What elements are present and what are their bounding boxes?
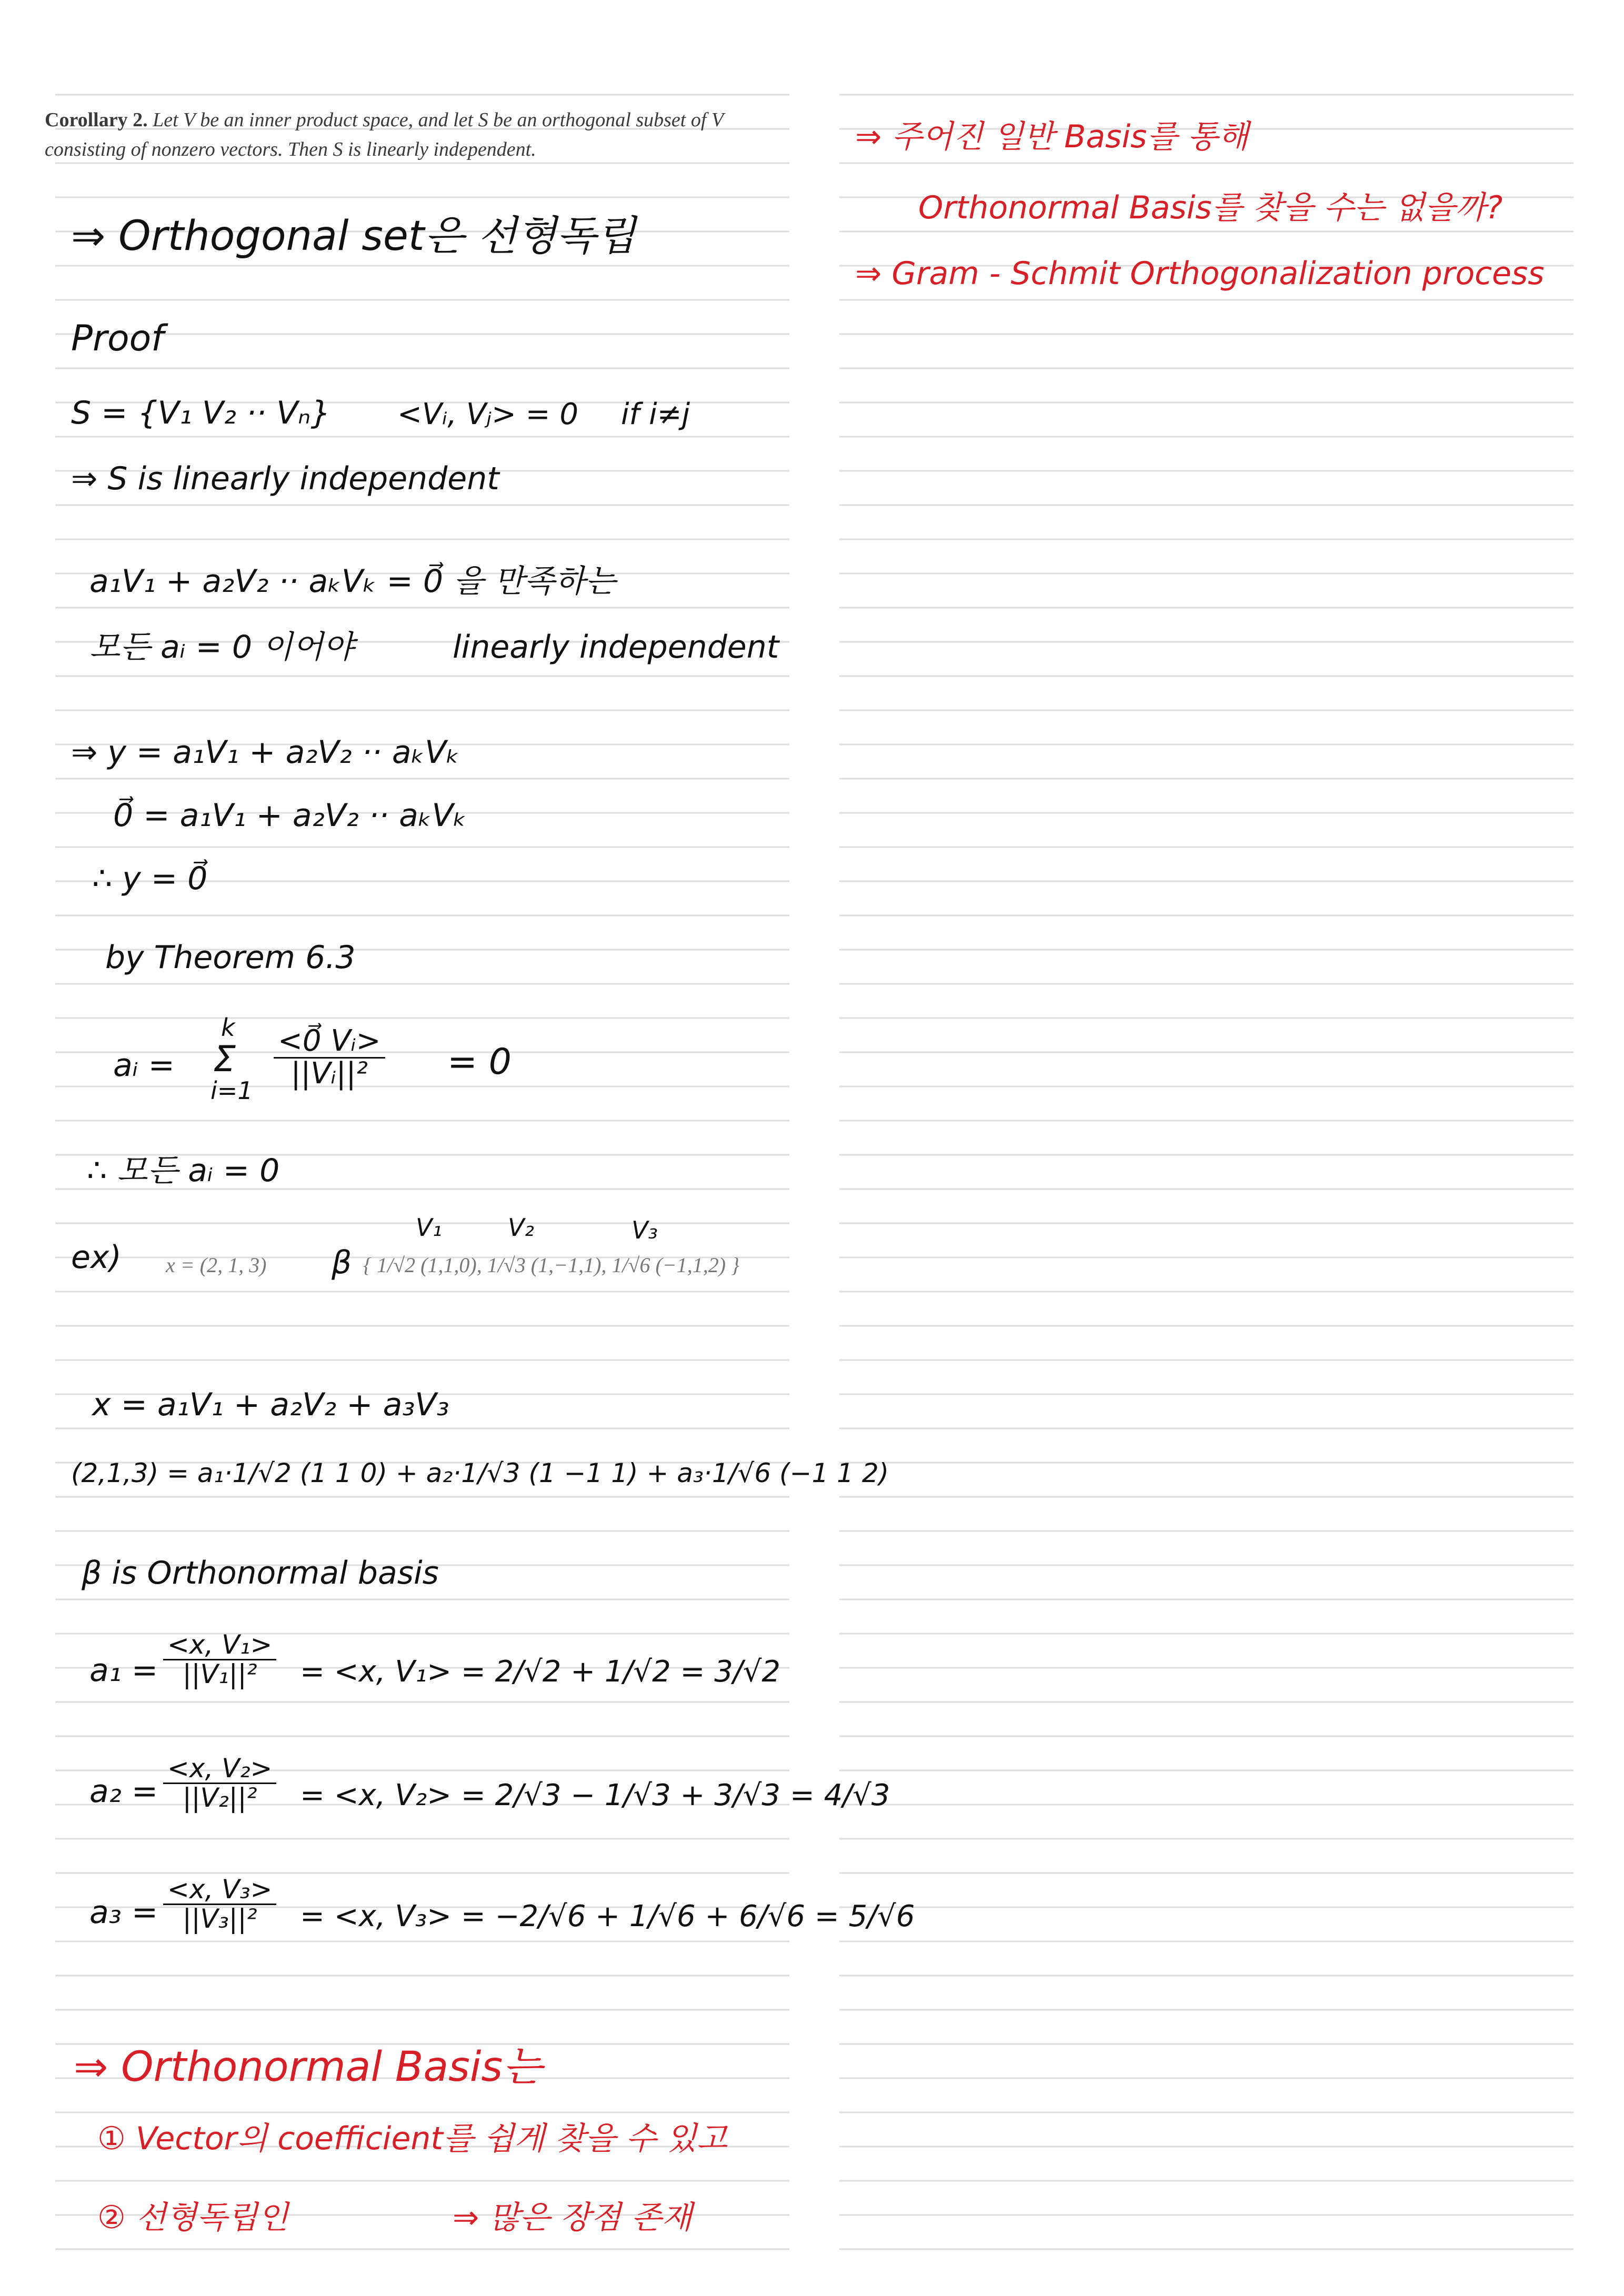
if-condition: if i≠j xyxy=(621,397,690,431)
sum-lower: i=1 xyxy=(210,1076,253,1105)
summary-point-2: ② 선형독립인 xyxy=(97,2199,288,2236)
example-label: ex) xyxy=(71,1239,122,1276)
beta-symbol: β xyxy=(332,1244,352,1281)
set-definition: S = {V₁ V₂ ·· Vₙ} xyxy=(71,395,331,431)
all-coefficients-zero: 모든 aᵢ = 0 이어야 xyxy=(89,629,354,666)
v2-label: V₂ xyxy=(508,1213,534,1242)
a1-frac xyxy=(163,1631,276,1688)
a1-rhs: = <x, V₁> = 2/√2 + 1/√2 = 3/√2 xyxy=(300,1655,781,1689)
sum-symbol: Σ xyxy=(213,1039,236,1080)
a3-rhs: = <x, V₃> = −2/√6 + 1/√6 + 6/√6 = 5/√6 xyxy=(300,1899,915,1934)
a3-frac xyxy=(163,1876,276,1932)
therefore-y-zero: ∴ y = 0⃗ xyxy=(92,860,208,897)
example-vector-x: x = (2, 1, 3) xyxy=(166,1253,267,1277)
v3-label: V₃ xyxy=(631,1216,658,1244)
a2-frac xyxy=(163,1755,276,1811)
ai-rhs: = 0 xyxy=(447,1041,512,1083)
expansion: (2,1,3) = a₁·1/√2 (1 1 0) + a₂·1/√3 (1 −1 1) + a₃·1/√6 (−1 1 2) xyxy=(71,1458,889,1488)
example-basis: { 1/√2 (1,1,0), 1/√3 (1,−1,1), 1/√6 (−1,1,2) } xyxy=(363,1253,740,1277)
linear-combination: a₁V₁ + a₂V₂ ·· aₖVₖ = 0⃗ 을 만족하는 xyxy=(89,563,616,600)
note-orthogonal-independent: ⇒ Orthogonal set은 선형독립 xyxy=(71,213,636,260)
ai-frac-num xyxy=(274,1026,385,1090)
by-theorem: by Theorem 6.3 xyxy=(105,939,356,976)
ai-lhs: aᵢ = xyxy=(113,1047,175,1084)
right-column xyxy=(839,0,1576,2296)
linearly-independent-note: linearly independent xyxy=(453,629,779,666)
summary-advantages: ⇒ 많은 장점 존재 xyxy=(453,2199,693,2236)
a2-numerator: <x, V₂> xyxy=(163,1755,276,1784)
s-linearly-independent: ⇒ S is linearly independent xyxy=(71,460,499,497)
right-note-3: ⇒ Gram - Schmit Orthogonalization process xyxy=(855,255,1545,292)
sum-upper: k xyxy=(221,1013,235,1042)
corollary-label: Corollary 2. xyxy=(45,109,148,131)
x-combination: x = a₁V₁ + a₂V₂ + a₃V₃ xyxy=(92,1386,449,1423)
summary-orthonormal-basis: ⇒ Orthonormal Basis는 xyxy=(74,2043,543,2091)
a1-numerator: <x, V₁> xyxy=(163,1631,276,1660)
inner-product-zero: <Vᵢ, Vⱼ> = 0 xyxy=(397,397,579,431)
a3-numerator: <x, V₃> xyxy=(163,1876,276,1905)
proof-heading: Proof xyxy=(71,318,164,359)
a2-lhs: a₂ = xyxy=(89,1773,158,1810)
corollary-text: Let V be an inner product space, and let S be an orthogonal subset of V consisting of nonzero vectors. Then S is linearly independent. xyxy=(45,109,724,160)
corollary-block xyxy=(45,105,792,164)
a1-denominator: ||V₁||² xyxy=(182,1658,257,1689)
beta-orthonormal: β is Orthonormal basis xyxy=(82,1555,439,1592)
a3-lhs: a₃ = xyxy=(89,1894,158,1931)
a2-denominator: ||V₂||² xyxy=(182,1782,257,1813)
v1-label: V₁ xyxy=(416,1213,442,1242)
ai-numerator: <0⃗ Vᵢ> xyxy=(274,1026,385,1059)
zero-equation: 0⃗ = a₁V₁ + a₂V₂ ·· aₖVₖ xyxy=(113,797,467,834)
left-column xyxy=(55,0,792,2296)
y-equation: ⇒ y = a₁V₁ + a₂V₂ ·· aₖVₖ xyxy=(71,734,460,771)
right-note-1: ⇒ 주어진 일반 Basis를 통해 xyxy=(855,118,1249,155)
a1-lhs: a₁ = xyxy=(89,1652,158,1689)
therefore-all-zero: ∴ 모든 aᵢ = 0 xyxy=(87,1152,280,1189)
ai-denominator: ||Vᵢ||² xyxy=(290,1056,368,1091)
right-note-2: Orthonormal Basis를 찾을 수는 없을까? xyxy=(918,189,1503,226)
a3-denominator: ||V₃||² xyxy=(182,1903,257,1934)
summary-point-1: ① Vector의 coefficient를 쉽게 찾을 수 있고 xyxy=(97,2120,727,2157)
a2-rhs: = <x, V₂> = 2/√3 − 1/√3 + 3/√3 = 4/√3 xyxy=(300,1778,890,1812)
